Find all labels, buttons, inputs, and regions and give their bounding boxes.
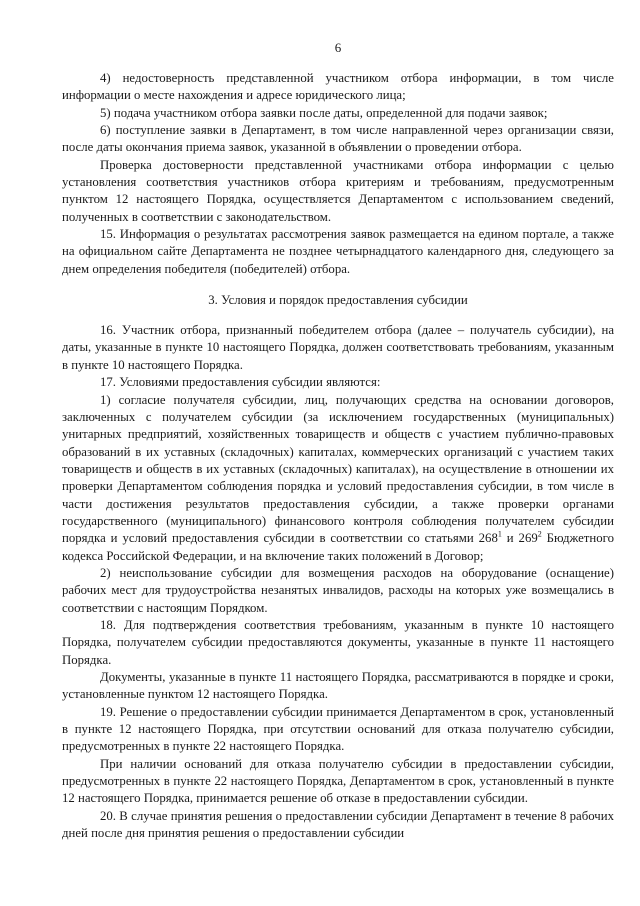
paragraph-17-item-1-between: и 269 [501, 531, 538, 546]
paragraph-20: 20. В случае принятия решения о предоставлении субсидии Департамент в течение 8 рабочих дней после дня принятия решения о предоставлении субсидии [62, 808, 614, 841]
superscript-2: 2 [537, 529, 542, 539]
paragraph-14-item-4: 4) недостоверность представленной участником отбора информации, в том числе информации о месте нахождения и адресе юридического лица; [62, 71, 614, 103]
paragraph-14-item-6: 6) поступление заявки в Департамент, в том числе направленной через организации связи, после даты окончания приема заявок, указанной в объявлении о проведении отбора. [62, 123, 614, 155]
paragraph-18: 18. Для подтверждения соответствия требованиям, указанным в пункте 10 настоящего Порядка, получателем субсидии предоставляются документы, указанные в пункте 11 настоящего Порядка. [62, 617, 614, 667]
paragraph-17-item-1-text: 1) согласие получателя субсидии, лиц, получающих средства на основании договоров, заключенных с получателем субсидии (за исключением государственных (муниципальных) унитарных предприятий, хозяйственных товариществ и обществ с участием публично-правовых образований в их уставных (складочных) капиталах, коммерческих организаций с участием таких товариществ и обществ в их уставных (складочных) капиталах), на осуществление в отношении их проверки Департаментом соблюдения порядка и условий предоставления субсидии, в том числе в части достижения результатов предоставления субсидии, а также проверки органами государственного (муниципального) финансового контроля соблюдения получателем субсидии порядка и условий предоставления субсидии в соответствии со статьями 268 [62, 392, 614, 546]
section-heading: 3. Условия и порядок предоставления субсидии [208, 293, 468, 308]
paragraph-verification: Проверка достоверности представленной участниками отбора информации с целью установления соответствия участников отбора критериям и требованиям, предусмотренным пунктом 12 настоящего Порядка, осуществляется Департаментом с использованием сведений, полученных в соответствии с законодательством. [62, 157, 614, 224]
superscript-1: 1 [497, 529, 502, 539]
paragraph-17-item-2: 2) неиспользование субсидии для возмещения расходов на оборудование (оснащение) рабочих мест для трудоустройства незанятых инвалидов, расходы на которых уже возмещались в соответствии с настоящим Порядком. [62, 565, 614, 615]
paragraph-18-documents: Документы, указанные в пункте 11 настоящего Порядка, рассматриваются в порядке и сроки, установленные пунктом 12 настоящего Порядка. [62, 670, 614, 702]
paragraph-19-refusal: При наличии оснований для отказа получателю субсидии в предоставлении субсидии, предусмотренных в пункте 22 настоящего Порядка, Департаментом в срок, установленный в пункте 12 настоящего Порядка, принимается решение об отказе в предоставлении субсидии. [62, 756, 614, 806]
paragraph-17-item-1 [62, 392, 614, 565]
paragraph-14-item-5: 5) подача участником отбора заявки после даты, определенной для подачи заявок; [100, 105, 548, 120]
paragraph-19: 19. Решение о предоставлении субсидии принимается Департаментом в срок, установленный в пункте 12 настоящего Порядка, при отсутствии оснований для отказа получателю субсидии, предусмотренных в пункте 22 настоящего Порядка. [62, 704, 614, 754]
paragraph-15: 15. Информация о результатах рассмотрения заявок размещается на едином портале, а также на официальном сайте Департамента не позднее четырнадцатого календарного дня, следующего за днем определения победителя (победителей) отбора. [62, 227, 614, 276]
page-number: 6 [334, 40, 342, 55]
paragraph-17-item-1-end: Бюджетного кодекса Российской Федерации, и на включение таких положений в Договор; [62, 531, 614, 563]
paragraph-17: 17. Условиями предоставления субсидии являются: [100, 375, 381, 390]
paragraph-16: 16. Участник отбора, признанный победителем отбора (далее – получатель субсидии), на даты, указанные в пункте 10 настоящего Порядка, должен соответствовать требованиям, указанным в пункте 10 настоящего Порядка. [62, 323, 614, 372]
